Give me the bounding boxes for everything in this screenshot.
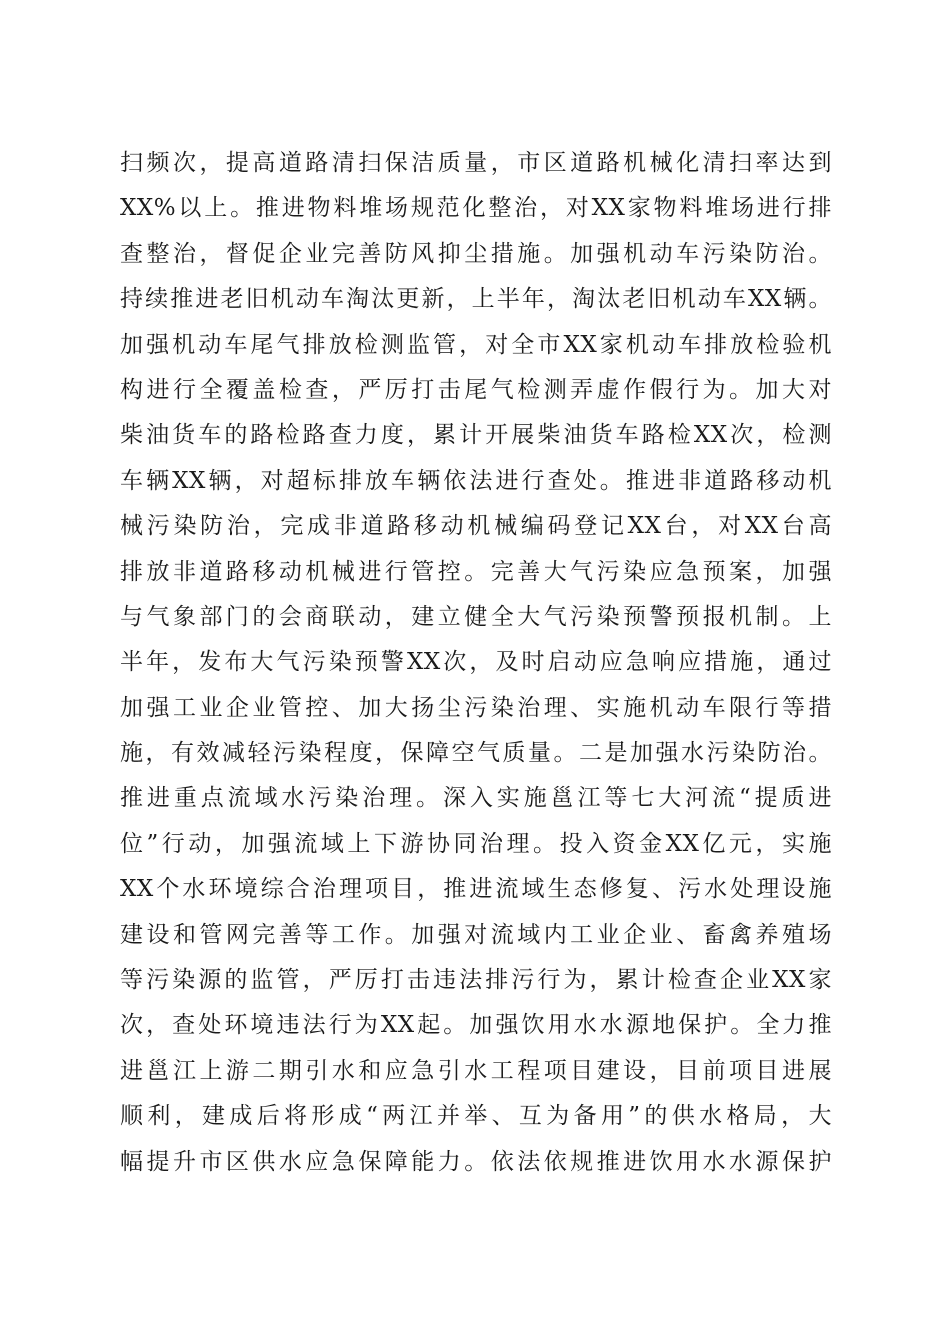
text-line: 械污染防治，完成非道路移动机械编码登记XX台，对XX台高 [120,513,832,540]
text-line: 顺利，建成后将形成“两江并举、互为备用”的供水格局，大 [120,1103,832,1130]
text-line: 次，查处环境违法行为XX起。加强饮用水水源地保护。全力推 [120,1012,832,1039]
text-line: 加强机动车尾气排放检测监管，对全市XX家机动车排放检验机 [120,331,832,358]
text-line: 持续推进老旧机动车淘汰更新，上半年，淘汰老旧机动车XX辆。 [120,286,832,313]
text-line: XX个水环境综合治理项目，推进流域生态修复、污水处理设施 [120,876,832,903]
text-line: 建设和管网完善等工作。加强对流域内工业企业、畜禽养殖场 [120,921,832,948]
text-line: 等污染源的监管，严厉打击违法排污行为，累计检查企业XX家 [120,967,832,994]
text-line: 与气象部门的会商联动，建立健全大气污染预警预报机制。上 [120,603,832,630]
text-line: 幅提升市区供水应急保障能力。依法依规推进饮用水水源保护 [120,1148,832,1175]
text-line: 车辆XX辆，对超标排放车辆依法进行查处。推进非道路移动机 [120,467,832,494]
text-line: 构进行全覆盖检查，严厉打击尾气检测弄虚作假行为。加大对 [120,376,832,403]
text-line: 排放非道路移动机械进行管控。完善大气污染应急预案，加强 [120,558,832,585]
text-line: XX%以上。推进物料堆场规范化整治，对XX家物料堆场进行排 [120,195,832,222]
text-line: 进邕江上游二期引水和应急引水工程项目建设，目前项目进展 [120,1057,832,1084]
text-line: 查整治，督促企业完善防风抑尘措施。加强机动车污染防治。 [120,240,832,267]
text-line: 扫频次，提高道路清扫保洁质量，市区道路机械化清扫率达到 [120,150,832,176]
text-line: 位”行动，加强流域上下游协同治理。投入资金XX亿元，实施 [120,830,832,857]
text-line: 加强工业企业管控、加大扬尘污染治理、实施机动车限行等措 [120,694,832,721]
text-line: 施，有效减轻污染程度，保障空气质量。二是加强水污染防治。 [120,740,832,767]
text-line: 柴油货车的路检路查力度，累计开展柴油货车路检XX次，检测 [120,422,832,449]
text-line: 半年，发布大气污染预警XX次，及时启动应急响应措施，通过 [120,649,832,676]
text-line: 推进重点流域水污染治理。深入实施邕江等七大河流“提质进 [120,785,832,812]
body-paragraph [120,141,832,1185]
